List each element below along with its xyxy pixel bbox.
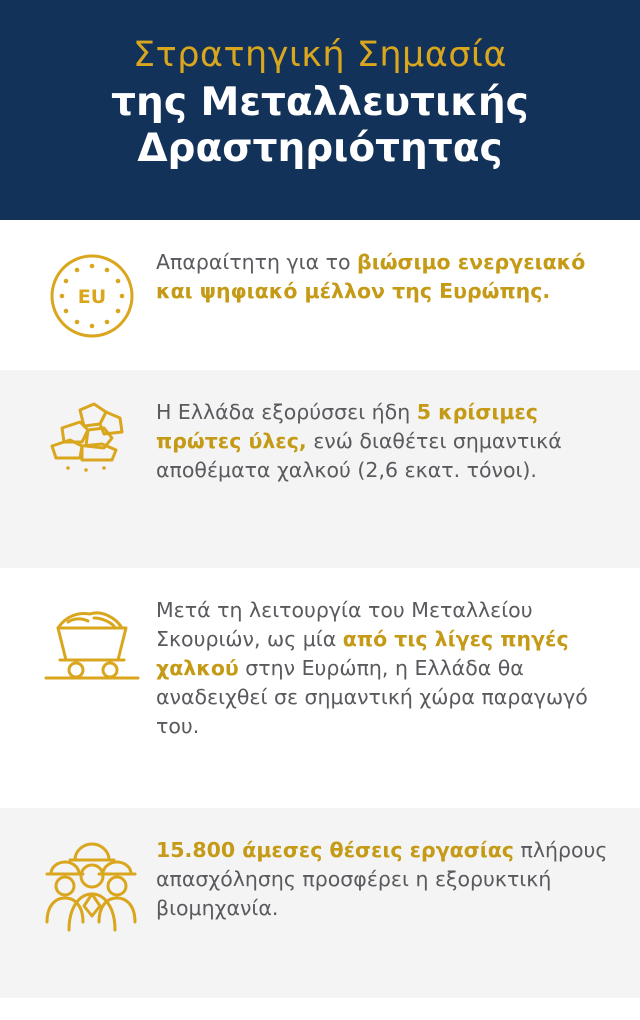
- fact-segment-highlight: από τις λίγες πηγές χαλκού: [156, 627, 569, 681]
- fact-segment: ενώ διαθέτει σημαντικά αποθέματα χαλκού (2,6 εκατ. τόνοι).: [156, 429, 562, 483]
- bottom-spacer: [0, 998, 640, 1020]
- fact-row: [0, 808, 640, 998]
- icon-cell: [28, 396, 156, 480]
- mine-cart-icon: [38, 598, 146, 686]
- eu-stars-circle-icon: [46, 250, 138, 342]
- fact-segment-highlight: 15.800 άμεσες θέσεις εργασίας: [156, 838, 514, 862]
- fact-segment-highlight: 5 κρίσιμες πρώτες ύλες,: [156, 400, 538, 454]
- header-title-line-1: Στρατηγική Σημασία: [133, 35, 507, 76]
- fact-rows: [0, 220, 640, 1020]
- ore-rocks-icon: [42, 400, 142, 480]
- fact-text: [156, 246, 610, 306]
- fact-segment: Μετά τη λειτουργία του Μεταλλείου Σκουριών, ως μία: [156, 598, 533, 652]
- header-title-line-2: της Μεταλλευτικής: [111, 80, 529, 126]
- fact-row: [0, 370, 640, 568]
- fact-segment: στην Ευρώπη, η Ελλάδα θα αναδειχθεί σε σημαντική χώρα παραγωγό του.: [156, 656, 588, 739]
- fact-segment-highlight: βιώσιμο ενεργειακό και ψηφιακό μέλλον της Ευρώπης.: [156, 250, 586, 304]
- fact-text: [156, 396, 610, 485]
- icon-cell: [28, 834, 156, 942]
- fact-text: [156, 834, 610, 923]
- infographic-header: [0, 0, 640, 220]
- fact-segment: Απαραίτητη για το: [156, 250, 358, 274]
- header-title-line-3: Δραστηριότητας: [137, 125, 503, 171]
- fact-row: [0, 568, 640, 808]
- fact-segment: Η Ελλάδα εξορύσσει ήδη: [156, 400, 417, 424]
- fact-row: [0, 220, 640, 370]
- icon-cell: [28, 246, 156, 342]
- miners-group-icon: [39, 838, 145, 942]
- fact-text: [156, 594, 610, 742]
- eu-icon-label: EU: [77, 286, 107, 308]
- icon-cell: [28, 594, 156, 686]
- fact-segment: πλήρους απασχόλησης προσφέρει η εξορυκτική βιομηχανία.: [156, 838, 608, 921]
